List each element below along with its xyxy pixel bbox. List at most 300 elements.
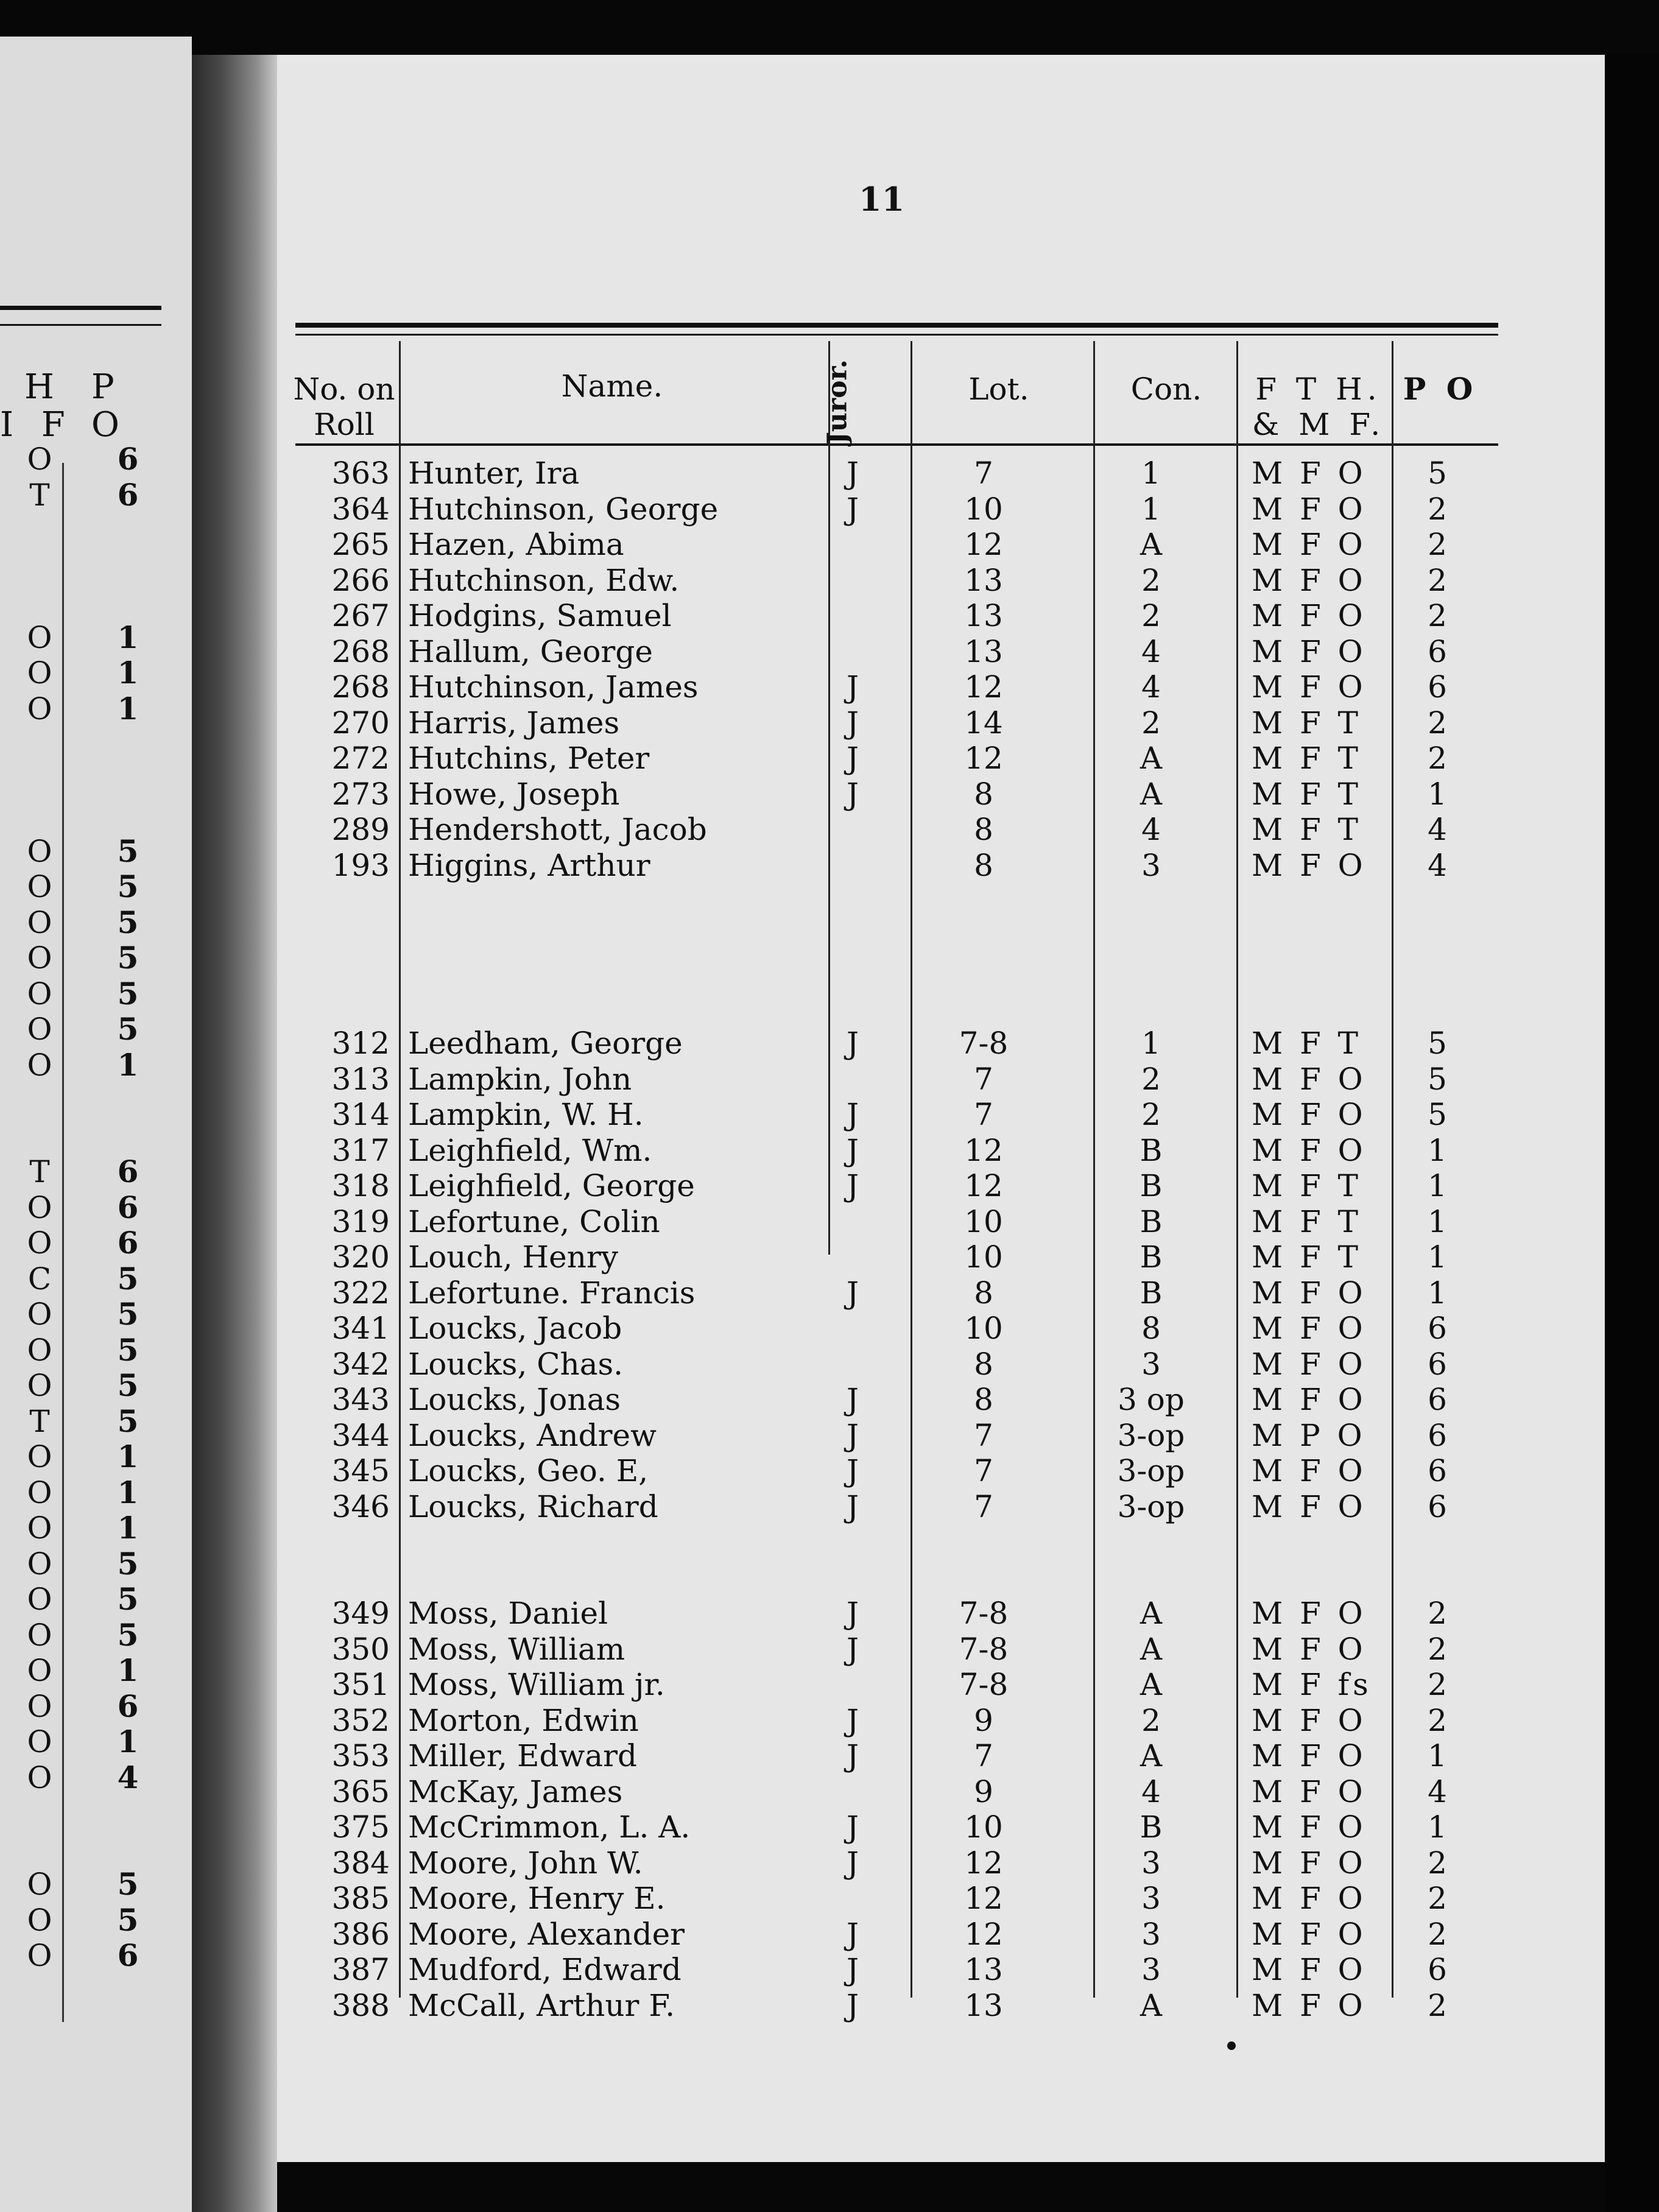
left-page-row — [0, 1724, 192, 1759]
left-po-cell: 6 — [117, 1937, 139, 1973]
juror-cell: J — [846, 1026, 859, 1061]
con-cell: 4 — [1141, 633, 1161, 669]
table-row — [277, 990, 1605, 1026]
left-po-cell: 1 — [117, 690, 139, 727]
table-row — [277, 741, 1605, 776]
ftm-cell: M F T — [1252, 1168, 1362, 1203]
left-po-cell: 5 — [117, 940, 139, 976]
po-cell: 6 — [1428, 1417, 1447, 1453]
ftm-cell: M F O — [1252, 669, 1367, 705]
table-header-rule — [295, 443, 1498, 446]
lot-cell: 7 — [974, 1453, 993, 1488]
roll-number: 272 — [331, 741, 390, 776]
con-cell: 3-op — [1117, 1488, 1185, 1524]
left-h-cell: O — [27, 1724, 52, 1759]
ftm-cell: M F T — [1252, 741, 1362, 776]
po-cell: 1 — [1428, 1809, 1447, 1845]
roll-number: 363 — [331, 456, 390, 491]
roll-number: 267 — [331, 598, 390, 633]
juror-cell: J — [846, 1596, 859, 1631]
left-page-row — [0, 1582, 192, 1617]
left-po-cell: 1 — [117, 1046, 139, 1083]
juror-cell: J — [846, 741, 859, 776]
table-row — [277, 1952, 1605, 1987]
left-page-row — [0, 1689, 192, 1724]
left-h-cell: O — [27, 1368, 52, 1403]
po-cell: 6 — [1428, 669, 1447, 705]
left-po-cell: 6 — [117, 476, 139, 513]
left-po-cell: 5 — [117, 1581, 139, 1617]
left-h-cell: O — [27, 904, 52, 940]
con-cell: 3-op — [1117, 1453, 1185, 1488]
table-row — [277, 1489, 1605, 1524]
lot-cell: 8 — [974, 847, 993, 883]
ink-dot — [1227, 2041, 1236, 2050]
roll-number: 375 — [331, 1809, 390, 1845]
name-cell: Hodgins, Samuel — [408, 598, 672, 633]
header-ftm — [1245, 372, 1392, 442]
ftm-cell: M F O — [1252, 1773, 1367, 1809]
ftm-cell: M F O — [1252, 456, 1367, 491]
left-page-row — [0, 940, 192, 976]
po-cell: 6 — [1428, 1952, 1447, 1987]
name-cell: Moore, Alexander — [408, 1916, 685, 1952]
left-h-cell: O — [27, 691, 52, 727]
roll-number: 193 — [331, 847, 390, 883]
left-h-cell: O — [27, 1546, 52, 1582]
name-cell: Moss, William — [408, 1631, 625, 1667]
po-cell: 5 — [1428, 1026, 1447, 1061]
name-cell: Hunter, Ira — [408, 456, 580, 491]
left-h-cell: O — [27, 1225, 52, 1261]
roll-number: 388 — [331, 1987, 390, 2023]
po-cell: 5 — [1428, 1097, 1447, 1132]
left-po-cell: 5 — [117, 868, 139, 904]
ftm-cell: M F O — [1252, 633, 1367, 669]
lot-cell: 13 — [964, 598, 1003, 633]
left-h-cell: O — [27, 1439, 52, 1474]
name-cell: Hutchinson, Edw. — [408, 562, 680, 598]
roll-number: 312 — [331, 1026, 390, 1061]
juror-cell: J — [846, 1987, 859, 2023]
po-cell: 4 — [1428, 847, 1447, 883]
juror-cell: J — [846, 1275, 859, 1311]
left-page-row — [0, 1297, 192, 1332]
left-page-row — [0, 1404, 192, 1439]
lot-cell: 10 — [964, 491, 1003, 527]
con-cell: 2 — [1141, 1097, 1161, 1132]
left-page-row — [0, 549, 192, 584]
left-page-rule — [0, 306, 161, 310]
ftm-cell: M P O — [1252, 1417, 1366, 1453]
left-po-cell: 5 — [117, 1011, 139, 1047]
table-row — [277, 1062, 1605, 1097]
left-page-row — [0, 1653, 192, 1688]
ftm-cell: M F O — [1252, 1311, 1367, 1346]
lot-cell: 9 — [974, 1702, 993, 1738]
left-h-cell: O — [27, 1688, 52, 1724]
left-h-cell: T — [29, 1403, 50, 1439]
ftm-cell: M F T — [1252, 705, 1362, 741]
roll-number: 319 — [331, 1203, 390, 1239]
left-h-cell: O — [27, 1617, 52, 1653]
lot-cell: 12 — [964, 1881, 1003, 1916]
table-row — [277, 1774, 1605, 1809]
juror-cell: J — [846, 1488, 859, 1524]
table-row — [277, 1524, 1605, 1560]
roll-number: 350 — [331, 1631, 390, 1667]
roll-number: 289 — [331, 812, 390, 847]
ftm-cell: M F T — [1252, 776, 1362, 812]
con-cell: 2 — [1141, 562, 1161, 598]
po-cell: 6 — [1428, 1346, 1447, 1382]
left-page-row — [0, 477, 192, 513]
ftm-cell: M F O — [1252, 1952, 1367, 1987]
po-cell: 2 — [1428, 598, 1447, 633]
con-cell: 2 — [1141, 1061, 1161, 1097]
juror-cell: J — [846, 1738, 859, 1773]
po-cell: 2 — [1428, 1987, 1447, 2023]
left-po-cell: 6 — [117, 441, 139, 477]
header-no-on-roll-line1: No. on — [293, 372, 395, 407]
po-cell: 2 — [1428, 1845, 1447, 1881]
table-row — [277, 1632, 1605, 1667]
po-cell: 6 — [1428, 1382, 1447, 1417]
lot-cell: 13 — [964, 1952, 1003, 1987]
po-cell: 5 — [1428, 1061, 1447, 1097]
roll-number: 273 — [331, 776, 390, 812]
table-row — [277, 1845, 1605, 1881]
juror-cell: J — [846, 1631, 859, 1667]
left-h-cell: O — [27, 940, 52, 976]
juror-cell: J — [846, 1916, 859, 1952]
name-cell: Morton, Edwin — [408, 1702, 639, 1738]
name-cell: Hazen, Abima — [408, 527, 624, 562]
left-page-rule-thin — [0, 324, 161, 326]
table-row — [277, 1239, 1605, 1275]
name-cell: Lampkin, W. H. — [408, 1097, 644, 1132]
table-row — [277, 563, 1605, 598]
ftm-cell: M F O — [1252, 1631, 1367, 1667]
con-cell: A — [1139, 1667, 1163, 1702]
name-cell: Moore, John W. — [408, 1845, 643, 1881]
con-cell: B — [1139, 1132, 1163, 1168]
left-h-cell: O — [27, 619, 52, 655]
con-cell: 1 — [1141, 456, 1161, 491]
table-row — [277, 1382, 1605, 1417]
con-cell: 1 — [1141, 491, 1161, 527]
header-juror — [816, 341, 859, 463]
po-cell: 6 — [1428, 1453, 1447, 1488]
left-page-row — [0, 1760, 192, 1795]
juror-cell: J — [846, 669, 859, 705]
left-po-cell: 1 — [117, 1474, 139, 1510]
table-top-rule — [295, 323, 1498, 328]
left-po-cell: 1 — [117, 1652, 139, 1688]
po-cell: 1 — [1428, 1738, 1447, 1773]
ftm-cell: M F O — [1252, 1346, 1367, 1382]
juror-cell: J — [846, 1132, 859, 1168]
left-po-cell: 1 — [117, 1439, 139, 1474]
table-row — [277, 1418, 1605, 1453]
table-row — [277, 1988, 1605, 2023]
roll-number: 314 — [331, 1097, 390, 1132]
left-page-row — [0, 1012, 192, 1047]
left-po-cell: 5 — [117, 1866, 139, 1902]
name-cell: Lampkin, John — [408, 1061, 632, 1097]
lot-cell: 13 — [964, 1987, 1003, 2023]
ftm-cell: M F fs — [1252, 1667, 1372, 1702]
book-gutter — [192, 55, 277, 2212]
roll-number: 265 — [331, 527, 390, 562]
roll-number: 384 — [331, 1845, 390, 1881]
juror-cell: J — [846, 491, 859, 527]
con-cell: 4 — [1141, 812, 1161, 847]
left-po-cell: 5 — [117, 975, 139, 1012]
con-cell: 3 — [1141, 1916, 1161, 1952]
left-h-cell: O — [27, 1297, 52, 1332]
lot-cell: 8 — [974, 1382, 993, 1417]
left-page-row — [0, 1083, 192, 1118]
po-cell: 1 — [1428, 1275, 1447, 1311]
name-cell: Leighfield, Wm. — [408, 1132, 652, 1168]
ftm-cell: M F O — [1252, 1845, 1367, 1881]
left-page-row — [0, 905, 192, 940]
po-cell: 2 — [1428, 1916, 1447, 1952]
left-po-cell: 1 — [117, 1724, 139, 1759]
left-po-cell: 6 — [117, 1225, 139, 1261]
left-page-row — [0, 1225, 192, 1261]
roll-number: 385 — [331, 1881, 390, 1916]
left-h-cell: C — [27, 1261, 52, 1297]
left-h-cell: O — [27, 655, 52, 691]
left-page-row — [0, 1510, 192, 1546]
header-no-on-roll-line2: Roll — [314, 407, 375, 442]
lot-cell: 7-8 — [959, 1667, 1009, 1702]
table-row — [277, 1275, 1605, 1311]
con-cell: 4 — [1141, 669, 1161, 705]
name-cell: Hutchinson, James — [408, 669, 699, 705]
ftm-cell: M F O — [1252, 1916, 1367, 1952]
table-row — [277, 1026, 1605, 1061]
juror-cell: J — [846, 776, 859, 812]
po-cell: 6 — [1428, 1311, 1447, 1346]
lot-cell: 8 — [974, 812, 993, 847]
con-cell: 3 — [1141, 847, 1161, 883]
table-row — [277, 1809, 1605, 1845]
left-h-cell: O — [27, 1759, 52, 1795]
name-cell: Moore, Henry E. — [408, 1881, 666, 1916]
left-po-cell: 4 — [117, 1759, 139, 1795]
lot-cell: 13 — [964, 562, 1003, 598]
table-row — [277, 1453, 1605, 1488]
left-page-fragment — [0, 37, 192, 2212]
po-cell: 1 — [1428, 1168, 1447, 1203]
con-cell: A — [1139, 1631, 1163, 1667]
name-cell: Lefortune, Colin — [408, 1203, 660, 1239]
table-row — [277, 919, 1605, 954]
left-page-row — [0, 1618, 192, 1653]
po-cell: 2 — [1428, 1881, 1447, 1916]
right-page — [277, 55, 1605, 2162]
left-page-row — [0, 691, 192, 727]
lot-cell: 7 — [974, 1417, 993, 1453]
roll-number: 351 — [331, 1667, 390, 1702]
name-cell: Moss, William jr. — [408, 1667, 665, 1702]
left-po-cell: 5 — [117, 833, 139, 869]
lot-cell: 12 — [964, 741, 1003, 776]
po-cell: 2 — [1428, 1596, 1447, 1631]
lot-cell: 8 — [974, 776, 993, 812]
left-h-cell: O — [27, 1938, 52, 1973]
table-top-rule-thin — [295, 334, 1498, 336]
left-h-cell: O — [27, 1012, 52, 1047]
ftm-cell: M F T — [1252, 1239, 1362, 1275]
con-cell: A — [1139, 776, 1163, 812]
lot-cell: 8 — [974, 1275, 993, 1311]
table-row — [277, 1560, 1605, 1596]
name-cell: Harris, James — [408, 705, 620, 741]
left-page-row — [0, 976, 192, 1012]
table-row — [277, 527, 1605, 562]
roll-number: 345 — [331, 1453, 390, 1488]
ftm-cell: M F O — [1252, 1596, 1367, 1631]
lot-cell: 12 — [964, 1916, 1003, 1952]
juror-cell: J — [846, 705, 859, 741]
left-page-row — [0, 763, 192, 798]
table-row — [277, 1097, 1605, 1132]
po-cell: 4 — [1428, 1773, 1447, 1809]
ftm-cell: M F O — [1252, 1738, 1367, 1773]
left-page-row — [0, 584, 192, 619]
left-po-cell: 5 — [117, 1616, 139, 1653]
lot-cell: 7 — [974, 1738, 993, 1773]
con-cell: 3 — [1141, 1952, 1161, 1987]
left-page-row — [0, 1190, 192, 1225]
po-cell: 6 — [1428, 633, 1447, 669]
name-cell: Hutchinson, George — [408, 491, 719, 527]
lot-cell: 12 — [964, 527, 1003, 562]
table-row — [277, 705, 1605, 741]
ftm-cell: M F O — [1252, 1488, 1367, 1524]
table-row — [277, 491, 1605, 527]
left-h-cell: O — [27, 1047, 52, 1083]
lot-cell: 7 — [974, 1488, 993, 1524]
po-cell: 5 — [1428, 456, 1447, 491]
lot-cell: 10 — [964, 1203, 1003, 1239]
left-page-row — [0, 513, 192, 548]
table-row — [277, 1667, 1605, 1702]
roll-number: 365 — [331, 1773, 390, 1809]
lot-cell: 12 — [964, 1168, 1003, 1203]
roll-number: 266 — [331, 562, 390, 598]
con-cell: A — [1139, 1596, 1163, 1631]
left-page-row — [0, 834, 192, 869]
table-row — [277, 954, 1605, 990]
ftm-cell: M F O — [1252, 1382, 1367, 1417]
juror-cell: J — [846, 1845, 859, 1881]
name-cell: Moss, Daniel — [408, 1596, 608, 1631]
lot-cell: 7 — [974, 456, 993, 491]
con-cell: A — [1139, 1738, 1163, 1773]
left-page-row — [0, 1439, 192, 1474]
juror-cell: J — [846, 1952, 859, 1987]
left-page-row — [0, 620, 192, 655]
page-number: 11 — [859, 180, 905, 219]
roll-number: 320 — [331, 1239, 390, 1275]
lot-cell: 12 — [964, 1845, 1003, 1881]
lot-cell: 12 — [964, 1132, 1003, 1168]
po-cell: 2 — [1428, 1702, 1447, 1738]
name-cell: Loucks, Andrew — [408, 1417, 657, 1453]
roll-number: 346 — [331, 1488, 390, 1524]
left-page-row — [0, 442, 192, 477]
po-cell: 2 — [1428, 562, 1447, 598]
left-h-cell: O — [27, 1332, 52, 1368]
ftm-cell: M F O — [1252, 1275, 1367, 1311]
name-cell: Loucks, Chas. — [408, 1346, 624, 1382]
po-cell: 2 — [1428, 491, 1447, 527]
lot-cell: 13 — [964, 633, 1003, 669]
con-cell: B — [1139, 1239, 1163, 1275]
ftm-cell: M F O — [1252, 1453, 1367, 1488]
po-cell: 1 — [1428, 1132, 1447, 1168]
left-page-row — [0, 1119, 192, 1154]
juror-cell: J — [846, 1809, 859, 1845]
left-page-row — [0, 1867, 192, 1902]
con-cell: B — [1139, 1168, 1163, 1203]
header-po: P O — [1403, 371, 1478, 407]
ftm-cell: M F T — [1252, 1026, 1362, 1061]
lot-cell: 7-8 — [959, 1631, 1009, 1667]
ftm-cell: M F O — [1252, 527, 1367, 562]
roll-number: 364 — [331, 491, 390, 527]
header-ftm-line2: & M F. — [1252, 407, 1386, 442]
right-edge-border — [1605, 55, 1659, 2212]
table-row — [277, 1311, 1605, 1346]
roll-number: 352 — [331, 1702, 390, 1738]
left-header-if: I F — [0, 405, 74, 445]
left-po-cell: 5 — [117, 1260, 139, 1297]
con-cell: A — [1139, 527, 1163, 562]
roll-number: 387 — [331, 1952, 390, 1987]
po-cell: 4 — [1428, 812, 1447, 847]
ftm-cell: M F O — [1252, 491, 1367, 527]
left-page-row — [0, 1154, 192, 1189]
left-h-cell: O — [27, 442, 52, 477]
con-cell: 8 — [1141, 1311, 1161, 1346]
ftm-cell: M F O — [1252, 1809, 1367, 1845]
left-header-h: H — [24, 367, 64, 407]
roll-number: 313 — [331, 1061, 390, 1097]
lot-cell: 7-8 — [959, 1596, 1009, 1631]
left-h-cell: T — [29, 477, 50, 513]
left-h-cell: O — [27, 1653, 52, 1688]
ftm-cell: M F T — [1252, 1203, 1362, 1239]
con-cell: B — [1139, 1203, 1163, 1239]
po-cell: 1 — [1428, 776, 1447, 812]
ftm-cell: M F O — [1252, 1987, 1367, 2023]
roll-number: 270 — [331, 705, 390, 741]
table-row — [277, 456, 1605, 491]
roll-number: 386 — [331, 1916, 390, 1952]
con-cell: 3 — [1141, 1881, 1161, 1916]
roll-number: 268 — [331, 669, 390, 705]
header-con: Con. — [1130, 372, 1202, 407]
left-po-cell: 6 — [117, 1688, 139, 1724]
table-row — [277, 883, 1605, 918]
con-cell: 4 — [1141, 1773, 1161, 1809]
